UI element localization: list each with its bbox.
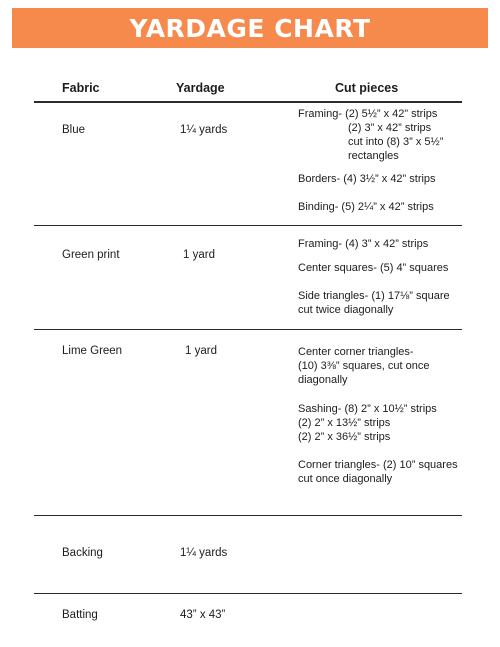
header-rule — [34, 101, 462, 103]
row-blue-fabric: Blue — [62, 124, 86, 136]
header-cut-pieces: Cut pieces — [335, 81, 399, 95]
cut-label: Side triangles- — [298, 290, 369, 302]
row-green-print-cut-side-triangles — [298, 289, 450, 317]
cut-line: diagonally — [298, 374, 348, 386]
cut-line: (2) 2” x 13½” strips — [298, 417, 391, 429]
row-lime-green-cut-center-corner-triangles — [298, 345, 429, 387]
row-green-print-cut-framing — [298, 237, 428, 251]
row-lime-green-cut-sashing — [298, 402, 437, 444]
cut-label: Center corner triangles- — [298, 346, 414, 358]
cut-line: (4) 3” x 42” strips — [345, 238, 429, 250]
cut-line: (2) 2” x 36½” strips — [298, 431, 391, 443]
cut-line: cut once diagonally — [298, 473, 393, 485]
cut-line: (10) 3⅜” squares, cut once — [298, 360, 430, 372]
row-batting-fabric: Batting — [62, 609, 98, 621]
row-blue-cut-binding — [298, 200, 434, 214]
cut-line: (8) 2” x 10½” strips — [344, 403, 437, 415]
row-lime-green-cut-corner-triangles — [298, 458, 458, 486]
cut-line: (5) 4” squares — [379, 262, 449, 274]
row-divider — [34, 515, 462, 516]
cut-line: rectangles — [348, 150, 399, 162]
row-divider — [34, 329, 462, 330]
cut-line: (4) 3½” x 42” strips — [343, 173, 436, 185]
cut-line: (5) 2¼” x 42” strips — [341, 201, 434, 213]
row-blue-cut-framing — [298, 107, 443, 163]
cut-line: (1) 17⅛” square — [371, 290, 450, 302]
cut-line: (2) 5½” x 42” strips — [345, 108, 438, 120]
cut-label: Framing- — [298, 108, 343, 120]
cut-label: Framing- — [298, 238, 343, 250]
cut-line: (2) 3” x 42” strips — [348, 122, 432, 134]
row-green-print-cut-center-squares — [298, 261, 448, 275]
page-title: YARDAGE CHART — [129, 13, 371, 43]
row-blue-yardage: 1¼ yards — [180, 124, 228, 136]
title-banner — [12, 8, 488, 48]
row-backing-fabric: Backing — [62, 547, 103, 559]
cut-label: Binding- — [298, 201, 339, 213]
cut-label: Center squares- — [298, 262, 377, 274]
cut-line: (2) 10” squares — [382, 459, 458, 471]
header-yardage: Yardage — [176, 81, 225, 95]
row-lime-green-fabric: Lime Green — [62, 345, 123, 357]
cut-line: cut twice diagonally — [298, 304, 394, 316]
row-lime-green-yardage: 1 yard — [185, 345, 217, 357]
cut-label: Corner triangles- — [298, 459, 380, 471]
row-divider — [34, 593, 462, 594]
row-backing-yardage: 1¼ yards — [180, 547, 228, 559]
row-green-print-fabric: Green print — [62, 249, 120, 261]
cut-label: Borders- — [298, 173, 341, 185]
cut-label: Sashing- — [298, 403, 342, 415]
row-green-print-yardage: 1 yard — [183, 249, 215, 261]
row-batting-yardage: 43” x 43” — [180, 609, 226, 621]
row-divider — [34, 225, 462, 226]
header-fabric: Fabric — [62, 81, 100, 95]
row-blue-cut-borders — [298, 172, 436, 186]
cut-line: cut into (8) 3” x 5½” — [348, 136, 444, 148]
